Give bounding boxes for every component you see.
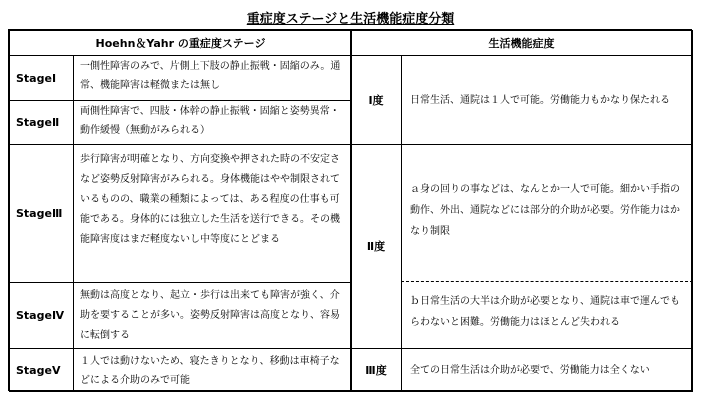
stage-1-description: 一側性障害のみで、片側上下肢の静止振戦・固縮のみ。通常、機能障害は軽微または無し	[73, 55, 352, 101]
grade-2-label: Ⅱ度	[350, 144, 402, 349]
grade-1-description: 日常生活、通院は１人で可能。労働能力もかなり保たれる	[401, 55, 693, 145]
stage-5-label: StageⅤ	[9, 348, 74, 392]
stage-1-label: StageⅠ	[9, 55, 74, 101]
stage-5-description: １人では動けないため、寝たきりとなり、移動は車椅子などによる介助のみで可能	[73, 348, 352, 392]
right-column-header: 生活機能症度	[350, 30, 693, 56]
table-title: 重症度ステージと生活機能症度分類	[246, 12, 455, 27]
grade-3-label: Ⅲ度	[350, 348, 402, 392]
grade-2-cell	[401, 144, 693, 349]
stage-4-label: StageⅣ	[9, 282, 74, 349]
stage-2-description: 両側性障害で、四肢・体幹の静止振戦・固縮と姿勢異常・動作緩慢（無動がみられる）	[73, 100, 352, 145]
grade-3-description: 全ての日常生活は介助が必要で、労働能力は全くない	[401, 348, 693, 392]
stage-4-description: 無動は高度となり、起立・歩行は出来ても障害が強く、介助を要することが多い。姿勢反射障害は高度となり、容易に転倒する	[73, 282, 352, 349]
stage-3-label: StageⅢ	[9, 144, 74, 283]
grade-2b-description: ｂ日常生活の大半は介助が必要となり、通院は車で運んでもらわないと困難。労働能力はほとんど失われる	[410, 296, 680, 328]
left-column-header: Hoehn＆Yahr の重症度ステージ	[9, 30, 352, 56]
classification-table	[8, 29, 692, 391]
grade-2a-description: ａ身の回りの事などは、なんとか一人で可能。細かい手指の動作、外出、通院などには部分的介助が必要。労作能力はかなり制限	[410, 184, 680, 237]
grade-2-divider	[401, 281, 693, 282]
stage-3-description: 歩行障害が明確となり、方向変換や押された時の不安定さなど姿勢反射障害がみられる。身体機能はやや制限されているものの、職業の種類によっては、ある程度の仕事も可能である。身体的には独立した生活を送行できる。その機能障害度はまだ軽度ないし中等度にとどまる	[73, 144, 352, 283]
grade-1-label: Ⅰ度	[350, 55, 402, 145]
stage-2-label: StageⅡ	[9, 100, 74, 145]
